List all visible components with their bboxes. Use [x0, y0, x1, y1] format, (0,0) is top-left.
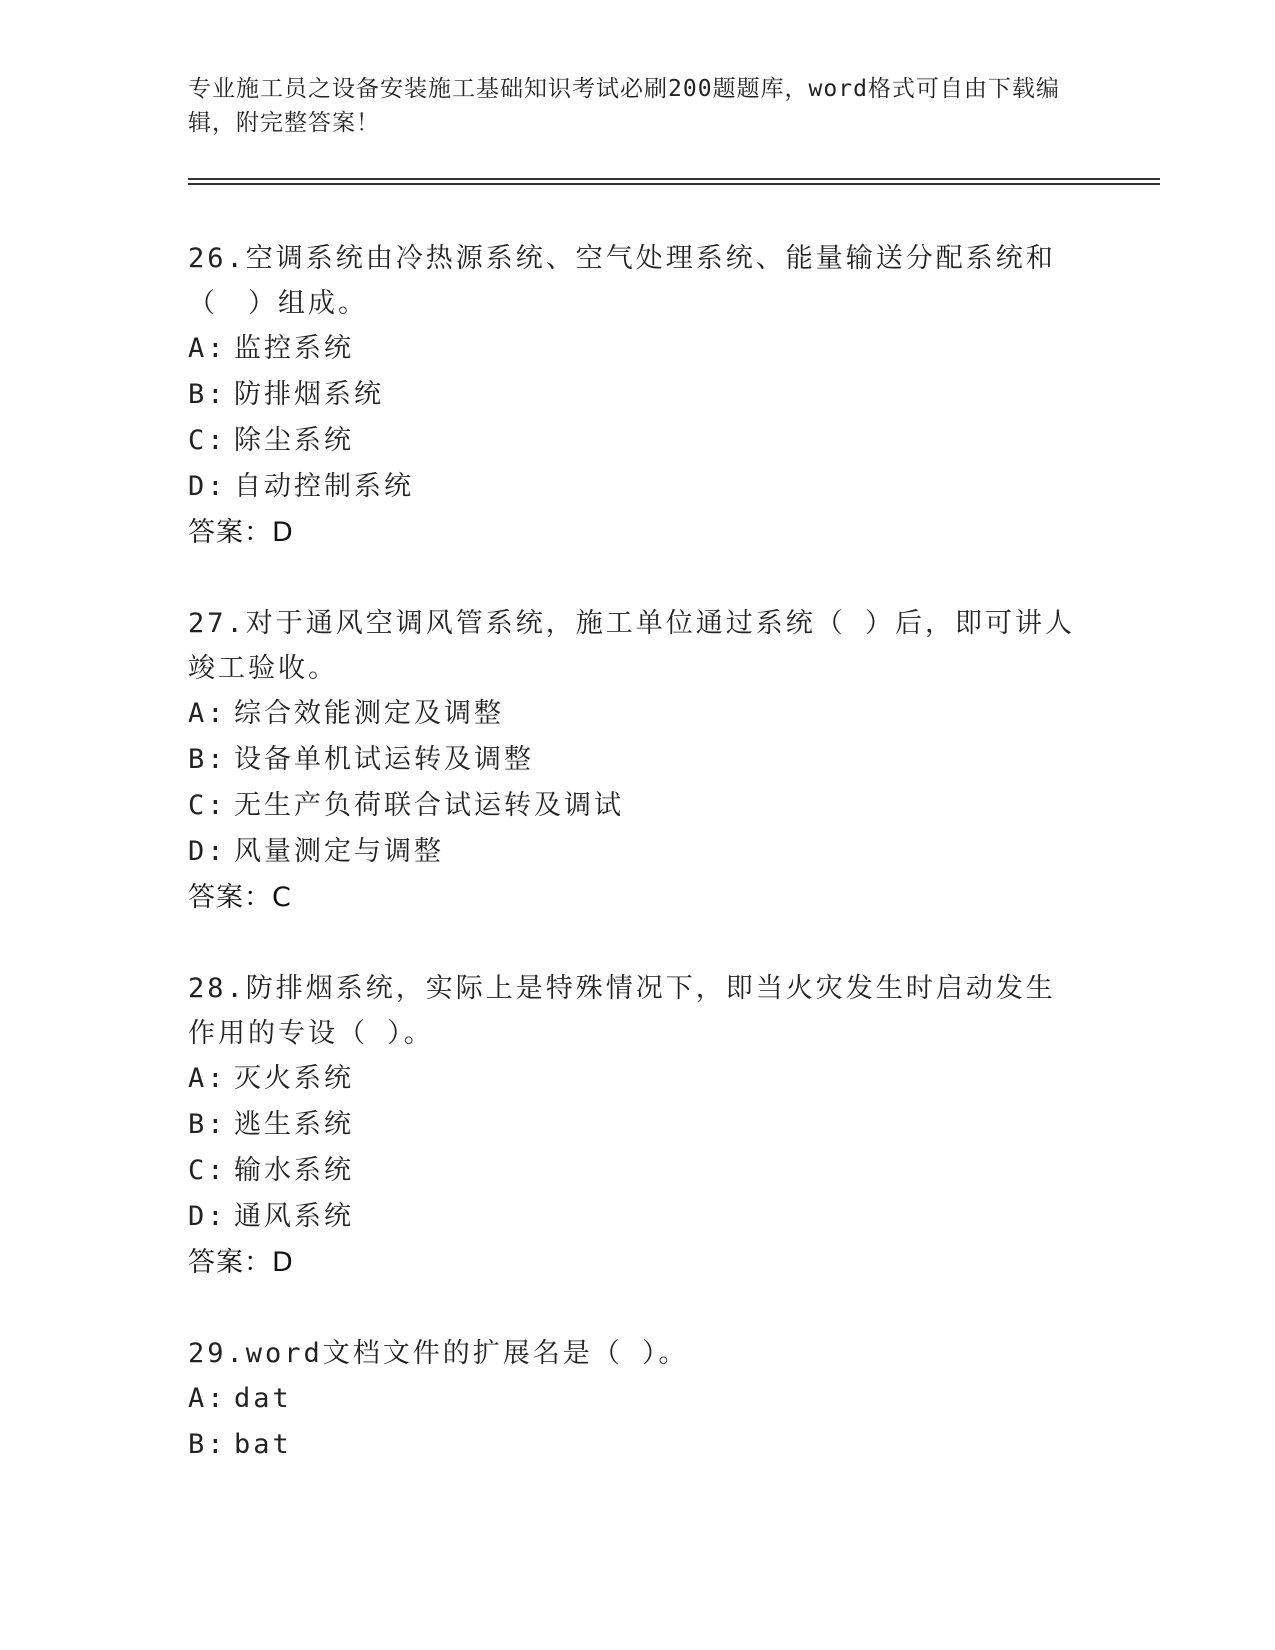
option-letter: C:	[188, 790, 227, 821]
option-text: 通风系统	[234, 1201, 354, 1232]
answer-line: 答案：D	[188, 517, 294, 548]
question-text: 26.空调系统由冷热源系统、空气处理系统、能量输送分配系统和（ ）组成。	[188, 243, 1056, 319]
option-a	[188, 691, 1088, 737]
option-letter: C:	[188, 425, 227, 456]
document-header	[188, 72, 1068, 140]
option-text: 逃生系统	[234, 1109, 354, 1140]
option-text: 灭火系统	[234, 1063, 354, 1094]
option-text: 无生产负荷联合试运转及调试	[234, 790, 624, 821]
option-letter: B:	[188, 1109, 227, 1140]
option-text: bat	[234, 1429, 292, 1460]
option-letter: B:	[188, 744, 227, 775]
option-text: 设备单机试运转及调整	[234, 744, 534, 775]
question-text: 28.防排烟系统，实际上是特殊情况下，即当火灾发生时启动发生作用的专设（ ）。	[188, 973, 1056, 1049]
option-letter: A:	[188, 333, 227, 364]
option-a	[188, 326, 1088, 372]
question-text: 29.word文档文件的扩展名是（ ）。	[188, 1338, 689, 1369]
option-letter: B:	[188, 379, 227, 410]
option-a	[188, 1376, 1088, 1422]
question-26	[188, 236, 1088, 556]
option-letter: D:	[188, 836, 227, 867]
option-b	[188, 1102, 1088, 1148]
option-text: 监控系统	[234, 333, 354, 364]
option-text: dat	[234, 1383, 292, 1414]
option-text: 输水系统	[234, 1155, 354, 1186]
option-text: 防排烟系统	[234, 379, 384, 410]
option-letter: A:	[188, 1063, 227, 1094]
question-27	[188, 601, 1088, 921]
option-letter: D:	[188, 471, 227, 502]
question-28	[188, 966, 1088, 1286]
option-a	[188, 1056, 1088, 1102]
option-c	[188, 1148, 1088, 1194]
header-divider-bottom	[188, 183, 1160, 185]
answer-line: 答案：D	[188, 1247, 294, 1278]
option-d	[188, 829, 1088, 875]
option-b	[188, 737, 1088, 783]
option-letter: D:	[188, 1201, 227, 1232]
option-c	[188, 418, 1088, 464]
answer-line: 答案：C	[188, 882, 292, 913]
header-divider-top	[188, 178, 1160, 180]
header-title: 专业施工员之设备安装施工基础知识考试必刷200题题库，word格式可自由下载编辑，附完整答案！	[188, 76, 1060, 136]
option-b	[188, 372, 1088, 418]
option-b	[188, 1422, 1088, 1468]
option-c	[188, 783, 1088, 829]
option-letter: A:	[188, 1383, 227, 1414]
option-text: 除尘系统	[234, 425, 354, 456]
option-d	[188, 464, 1088, 510]
question-text: 27.对于通风空调风管系统，施工单位通过系统（ ）后，即可讲人竣工验收。	[188, 608, 1076, 684]
option-letter: A:	[188, 698, 227, 729]
question-29	[188, 1331, 1088, 1468]
option-text: 综合效能测定及调整	[234, 698, 504, 729]
option-letter: C:	[188, 1155, 227, 1186]
option-d	[188, 1194, 1088, 1240]
option-letter: B:	[188, 1429, 227, 1460]
option-text: 风量测定与调整	[234, 836, 444, 867]
option-text: 自动控制系统	[234, 471, 414, 502]
